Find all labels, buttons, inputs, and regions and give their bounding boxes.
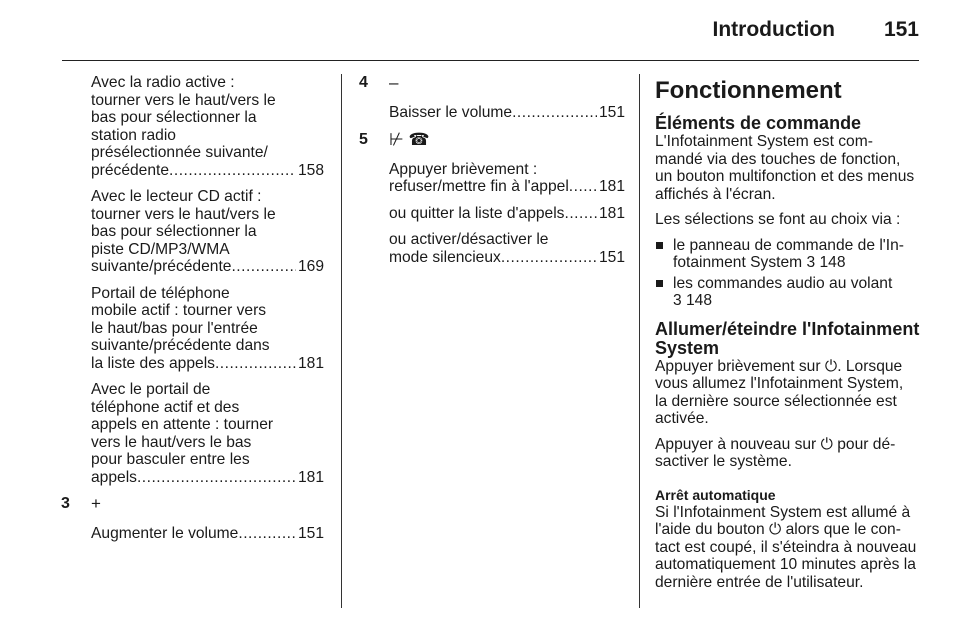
list-item xyxy=(389,104,625,122)
column-middle xyxy=(359,73,625,275)
key-4 xyxy=(359,73,625,95)
entry-text: Appuyer brièvement : xyxy=(389,160,538,178)
subsection-heading: Éléments de commande xyxy=(655,113,862,133)
entry-last-line xyxy=(91,469,324,487)
column-right xyxy=(655,74,923,599)
section-title: Fonctionnement xyxy=(655,77,842,104)
leader-dots xyxy=(512,104,597,122)
list-item xyxy=(91,525,324,543)
entry-last-line xyxy=(91,162,324,180)
leader-dots xyxy=(215,355,296,373)
entry-last-line xyxy=(91,355,324,373)
entry-last-line xyxy=(389,178,625,196)
key-number: 5 xyxy=(359,130,368,148)
plus-icon: + xyxy=(91,494,101,513)
entry-label: ou quitter la liste d'appels xyxy=(389,204,565,222)
paragraph: Si l'Infotainment System est allumé à l'aide du bouton ⏻ alors que le con- tact est coupé, il s'éteindra à nouveau automatiquement 10 minutes après la dernière entrée de l'utilisateur. xyxy=(655,503,917,591)
bullet-icon xyxy=(656,280,663,287)
entry-last-line xyxy=(389,205,625,223)
leader-dots xyxy=(564,205,596,223)
entry-text: Avec la radio active : tourner vers le haut/vers le bas pour sélectionner la station radio présélectionnée suivante/ xyxy=(91,74,276,161)
list-item xyxy=(655,275,923,310)
list-item xyxy=(91,188,324,276)
entry-last-line xyxy=(91,258,324,276)
mute-hangup-icon: ⊬ ☎ xyxy=(389,129,430,149)
list-item xyxy=(91,285,324,373)
paragraph: Appuyer brièvement sur ⏻. Lorsque vous allumez l'Infotainment System, la dernière source sélectionnée est activée. xyxy=(655,357,904,427)
key-3 xyxy=(61,494,324,516)
page-ref: 181 xyxy=(297,468,324,486)
list-item xyxy=(389,231,625,266)
list-item xyxy=(91,74,324,179)
column-divider xyxy=(341,74,342,608)
subsection-heading: Allumer/éteindre l'Infotainment System xyxy=(655,318,920,358)
paragraph: Appuyer à nouveau sur ⏻ pour dé- sactiver le système. xyxy=(655,435,896,470)
entry-label: appels xyxy=(91,468,137,486)
page-ref: 181 xyxy=(598,178,625,195)
leader-dots xyxy=(169,162,296,180)
column-left xyxy=(61,74,324,552)
page-ref: 158 xyxy=(297,161,324,179)
list-item xyxy=(91,381,324,486)
page-header xyxy=(0,0,960,62)
page-xref: 3 148 xyxy=(806,254,846,271)
entry-label: refuser/mettre fin à l'appel xyxy=(389,178,569,195)
entry-label: Augmenter le volume xyxy=(91,525,239,542)
leader-dots xyxy=(501,249,597,267)
leader-dots xyxy=(569,178,597,196)
page-xref: 3 148 xyxy=(673,292,713,309)
page-ref: 169 xyxy=(297,258,324,275)
entry-text: Avec le portail de téléphone actif et des appels en attente : tourner vers le haut/vers le bas pour basculer entre les xyxy=(91,381,274,468)
entry-label: Baisser le volume xyxy=(389,104,513,121)
list-item xyxy=(655,237,923,272)
entry-text: Portail de téléphone mobile actif : tourner vers le haut/bas pour l'entrée suivante/précédente dans xyxy=(91,284,270,354)
header-rule xyxy=(62,60,919,61)
bullet-list xyxy=(655,237,923,310)
page-ref: 151 xyxy=(598,248,625,266)
entry-text: ou activer/désactiver le xyxy=(389,231,549,248)
entry-label: mode silencieux xyxy=(389,248,501,266)
entry-last-line xyxy=(389,104,625,122)
entry-last-line xyxy=(389,249,625,267)
paragraph: L'Infotainment System est com- mandé via des touches de fonction, un bouton multifonction et des menus affichés à l'écran. xyxy=(655,133,915,203)
page-ref: 181 xyxy=(297,354,324,372)
list-item xyxy=(389,161,625,196)
bullet-text: les commandes audio au volant xyxy=(673,274,893,292)
entry-label: suivante/précédente xyxy=(91,258,232,275)
bullet-text: le panneau de commande de l'In- fotainment System xyxy=(673,236,904,271)
paragraph: Les sélections se font au choix via : xyxy=(655,211,901,228)
entry-label: la liste des appels xyxy=(91,354,215,372)
page-number: 151 xyxy=(883,18,919,41)
list-item xyxy=(389,205,625,223)
key-number: 3 xyxy=(61,495,70,512)
minor-heading: Arrêt automatique xyxy=(655,486,776,503)
column-divider xyxy=(639,74,640,608)
key-number: 4 xyxy=(359,74,368,91)
entry-last-line xyxy=(91,525,324,543)
minus-icon: – xyxy=(389,73,399,92)
bullet-icon xyxy=(656,242,663,249)
key-5 xyxy=(359,129,625,152)
entry-label: précédente xyxy=(91,161,170,179)
header-title: Introduction xyxy=(712,18,835,41)
page-ref: 181 xyxy=(598,204,625,222)
entry-text: Avec le lecteur CD actif : tourner vers le haut/vers le bas pour sélectionner la piste CD/MP3/WMA xyxy=(91,188,276,258)
page-ref: 151 xyxy=(297,525,324,542)
leader-dots xyxy=(137,469,296,487)
leader-dots xyxy=(231,258,296,276)
page-ref: 151 xyxy=(598,104,625,121)
leader-dots xyxy=(238,525,296,543)
